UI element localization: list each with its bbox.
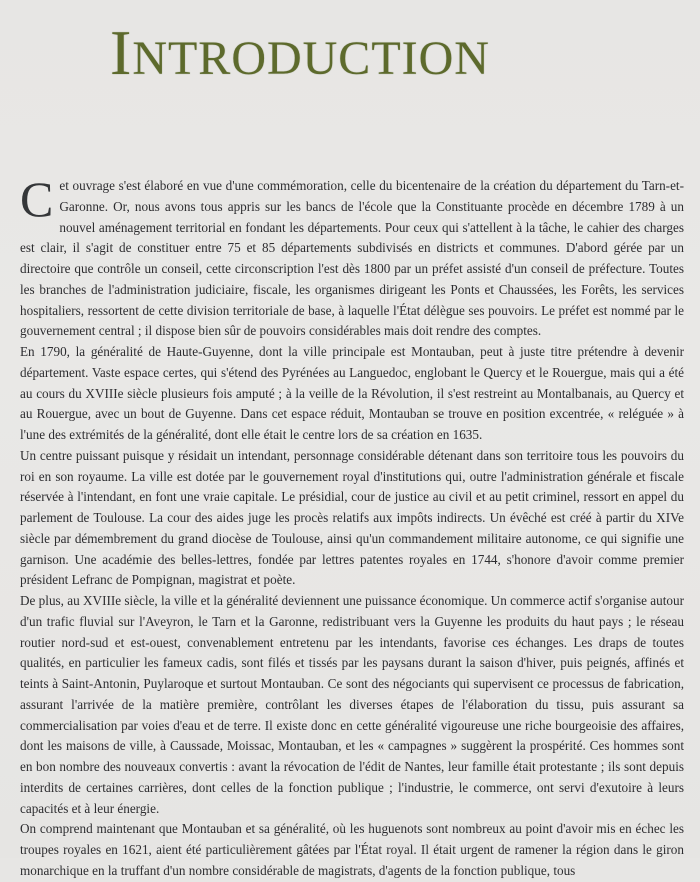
paragraph-3: Un centre puissant puisque y résidait un intendant, personnage considérable détenant dans son territoire tous les pouvoirs du roi en son royaume. La ville est dotée par le gouvernement royal d'institutions qui, outre l'administration générale et fiscale réservée à l'intendant, en font une vraie capitale. Le présidial, cour de justice au civil et au petit criminel, ressort en appel du parlement de Toulouse. La cour des aides juge les procès relatifs aux impôts indirects. Un évêché est créé à partir du XIVe siècle par démembrement du grand diocèse de Toulouse, ainsi qu'un commandement militaire autonome, ce qui signifie une garnison. Une académie des belles-lettres, fondée par lettres patentes royales en 1744, s'honore d'avoir comme premier président Lefranc de Pompignan, magistrat et poète. [20, 447, 684, 588]
title-first-letter: I [110, 17, 133, 88]
paragraph-4: De plus, au XVIIIe siècle, la ville et la généralité deviennent une puissance économique. Un commerce actif s'organise autour d'un trafic fluvial sur l'Aveyron, le Tarn et la Garonne, redistribuant vers la Guyenne les produits du haut pays ; le réseau routier nord-sud et est-ouest, convenablement entretenu par les intendants, favorise ces échanges. Les draps de toutes qualités, en particulier les fameux cadis, sont filés et tissés par les paysans durant la saison d'hiver, puis peignés, affinés et teints à Saint-Antonin, Puylaroque et surtout Montauban. Ce sont des négociants qui supervisent ce processus de fabrication, assurant l'arrivée de la matière première, contrôlant les diverses étapes de l'élaboration du tissu, puis assurant sa commercialisation par voies d'eau et de terre. Il existe donc en cette généralité vigoureuse une riche bourgeoisie des affaires, dont les maisons de ville, à Caussade, Moissac, Montauban, et les « campagnes » suggèrent la prospérité. Ces hommes sont en bon nombre des nouveaux convertis : avant la révocation de l'édit de Nantes, leur famille était protestante ; ils sont depuis interdits de certaines carrières, dont celles de la fonction publique ; l'industrie, le commerce, ont servi d'exutoire à leurs capacités et à leur énergie. [20, 593, 684, 816]
drop-cap: C [20, 171, 54, 227]
paragraph-1 [20, 171, 684, 342]
paragraph-2: En 1790, la généralité de Haute-Guyenne, dont la ville principale est Montauban, peut à juste titre prétendre à devenir département. Vaste espace certes, qui s'étend des Pyrénées au Languedoc, englobant le Quercy et le Rouergue, mais qui a été au cours du XVIIIe siècle plusieurs fois amputé ; à la veille de la Révolution, il s'est restreint au Montalbanais, au Quercy et au Rouergue, avec un bout de Guyenne. Dans cet espace réduit, Montauban se trouve en position excentrée, « reléguée » à l'une des extrémités de la généralité, dont elle était le centre lors de sa création en 1635. [20, 344, 684, 442]
body-text [20, 171, 684, 882]
paragraph-1-text: et ouvrage s'est élaboré en vue d'une commémoration, celle du bicentenaire de la création du département du Tarn-et-Garonne. Or, nous avons tous appris sur les bancs de l'école que la Constituante procède en décembre 1789 à un nouvel aménagement territorial en fondant les départements. Pour ceux qui s'attellent à la tâche, le cahier des charges est clair, il s'agit de constituer entre 75 et 85 départements subdivisés en districts et communes. D'abord gérée par un directoire que contrôle un conseil, cette circonscription l'est dès 1800 par un préfet assisté d'un conseil de préfecture. Toutes les branches de l'administration judiciaire, fiscale, les organismes dirigeant les Ponts et Chaussées, les Forêts, les services hospitaliers, ressortent de cette division territoriale de base, à laquelle l'État délègue ses pouvoirs. Le préfet est nommé par le gouvernement central ; il dispose bien sûr de pouvoirs considérables mais doit rendre des comptes. [20, 178, 684, 339]
paragraph-5: On comprend maintenant que Montauban et sa généralité, où les huguenots sont nombreux au point d'avoir mis en échec les troupes royales en 1621, aient été particulièrement gâtées par l'État royal. Il était urgent de ramener la région dans le giron monarchique en la truffant d'un nombre considérable de magistrats, d'agents de la fonction publique, tous [20, 821, 684, 878]
title-rest: NTRODUCTION [132, 32, 490, 85]
page-title [110, 18, 580, 88]
